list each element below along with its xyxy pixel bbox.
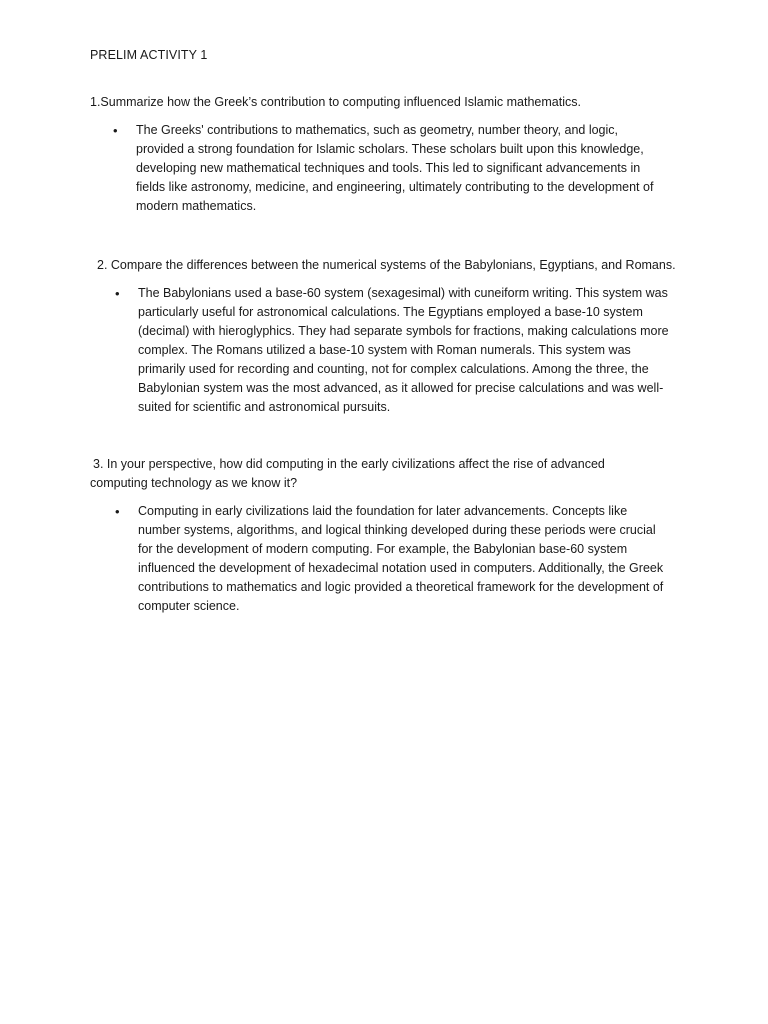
document-title: PRELIM ACTIVITY 1 — [90, 48, 208, 62]
answer-3: Computing in early civilizations laid the foundation for later advancements. Concepts like number systems, algorithms, and logical thinking developed during these periods were crucial for the development of modern computing. For example, the Babylonian base-60 system influenced the development of hexadecimal notation used in computers. Additionally, the Greek contributions to mathematics and logic provided a theoretical framework for the development of computer science. — [138, 504, 664, 613]
answer-2: The Babylonians used a base-60 system (sexagesimal) with cuneiform writing. This system was particularly useful for astronomical calculations. The Egyptians employed a base-10 system (decimal) with hieroglyphics. They had separate symbols for fractions, making calculations more complex. The Romans utilized a base-10 system with Roman numerals. This system was primarily used for recording and counting, not for complex calculations. Among the three, the Babylonian system was the most advanced, as it allowed for precise calculations and was well-suited for scientific and astronomical pursuits. — [138, 286, 669, 414]
bullet-2: • — [115, 286, 120, 301]
answer-1: The Greeks' contributions to mathematics, such as geometry, number theory, and logic, provided a strong foundation for Islamic scholars. These scholars built upon this knowledge, developing new mathematical techniques and tools. This led to significant advancements in fields like astronomy, medicine, and engineering, ultimately contributing to the development of modern mathematics. — [136, 123, 654, 213]
question-2: 2. Compare the differences between the numerical systems of the Babylonians, Egyptians, and Romans. — [97, 258, 676, 272]
question-1: 1.Summarize how the Greek’s contribution to computing influenced Islamic mathematics. — [90, 95, 581, 109]
bullet-1: • — [113, 123, 118, 138]
bullet-3: • — [115, 504, 120, 519]
question-3: 3. In your perspective, how did computing in the early civilizations affect the rise of advanced computing technology as we know it? — [90, 457, 605, 490]
